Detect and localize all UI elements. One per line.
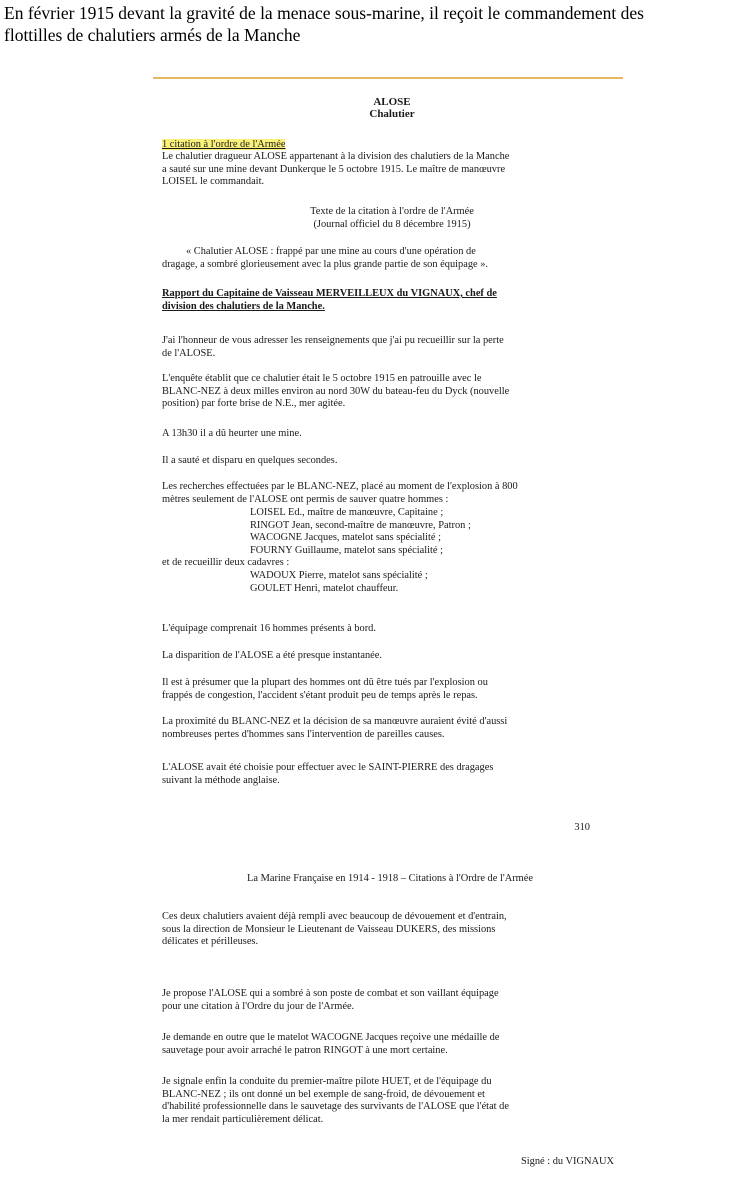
text-line: Il est à présumer que la plupart des hommes ont dû être tués par l'explosion ou	[162, 677, 488, 688]
running-header: La Marine Française en 1914 - 1918 – Citations à l'Ordre de l'Armée	[247, 873, 533, 884]
paragraph: A 13h30 il a dû heurter une mine.	[162, 428, 302, 439]
text-line: de l'ALOSE.	[162, 347, 216, 359]
text-line: Le chalutier dragueur ALOSE appartenant à la division des chalutiers de la Manche	[162, 151, 510, 162]
text-line: nombreuses pertes d'hommes sans l'intervention de pareilles causes.	[162, 728, 445, 740]
paragraph	[162, 988, 622, 1013]
text-line: sauvetage pour avoir arraché le patron RINGOT à une mort certaine.	[162, 1044, 448, 1056]
text-line: Je signale enfin la conduite du premier-maître pilote HUET, et de l'équipage du	[162, 1076, 492, 1087]
cadavres-intro: et de recueillir deux cadavres :	[162, 557, 290, 568]
paragraph	[162, 716, 622, 741]
text-line: Je propose l'ALOSE qui a sombré à son poste de combat et son vaillant équipage	[162, 988, 499, 999]
paragraph: La disparition de l'ALOSE a été presque instantanée.	[162, 650, 383, 661]
text-line: L'enquête établit que ce chalutier était le 5 octobre 1915 en patrouille avec le	[162, 373, 482, 384]
rapport-title	[162, 288, 622, 313]
text-line: Les recherches effectuées par le BLANC-NEZ, placé au moment de l'explosion à 800	[162, 481, 518, 492]
text-line: Je demande en outre que le matelot WACOGNE Jacques reçoive une médaille de	[162, 1032, 500, 1043]
citation-label-text: 1 citation à l'ordre de l'Armée	[162, 139, 286, 150]
journal-officiel: (Journal officiel du 8 décembre 1915)	[313, 219, 471, 230]
paragraph	[162, 335, 622, 360]
ship-title: ALOSE	[373, 96, 411, 108]
text-line: la mer rendait particulièrement délicat.	[162, 1113, 324, 1125]
texte-title-text: Texte de la citation à l'ordre de l'Armée	[310, 206, 474, 217]
text-line: « Chalutier ALOSE : frappé par une mine au cours d'une opération de	[186, 246, 476, 257]
text-line: LOISEL le commandait.	[162, 176, 265, 188]
texte-citation-title	[162, 206, 622, 219]
text-line: J'ai l'honneur de vous adresser les renseignements que j'ai pu recueillir sur la perte	[162, 335, 504, 346]
text-line: dragage, a sombré glorieusement avec la plus grande partie de son équipage ».	[162, 258, 489, 270]
paragraph	[162, 1032, 622, 1057]
list-item: FOURNY Guillaume, matelot sans spécialité ;	[250, 544, 443, 556]
text-line: Ces deux chalutiers avaient déjà rempli avec beaucoup de dévouement et d'entrain,	[162, 911, 507, 922]
text-line: L'ALOSE avait été choisie pour effectuer avec le SAINT-PIERRE des dragages	[162, 762, 494, 773]
text-line: division des chalutiers de la Manche.	[162, 300, 325, 312]
separator-rule	[153, 77, 623, 79]
text-line: La proximité du BLANC-NEZ et la décision de sa manœuvre auraient évité d'aussi	[162, 716, 508, 727]
text-line: BLANC-NEZ à deux milles environ au nord 30W du bateau-feu du Dyck (nouvelle	[162, 385, 510, 397]
paragraph: L'équipage comprenait 16 hommes présents à bord.	[162, 623, 376, 634]
citation-quote	[162, 246, 622, 271]
paragraph	[162, 677, 622, 702]
text-line: mètres seulement de l'ALOSE ont permis de sauver quatre hommes :	[162, 493, 449, 505]
paragraph	[162, 1076, 622, 1126]
page-number: 310	[574, 822, 590, 833]
text-line: sous la direction de Monsieur le Lieutenant de Vaisseau DUKERS, des missions	[162, 923, 496, 935]
signature: Signé : du VIGNAUX	[520, 1156, 614, 1167]
ship-type: Chalutier	[369, 108, 415, 120]
list-item: WADOUX Pierre, matelot sans spécialité ;	[250, 570, 428, 581]
paragraph: Il a sauté et disparu en quelques secondes.	[162, 455, 338, 466]
list-item: GOULET Henri, matelot chauffeur.	[250, 582, 399, 594]
list-item: LOISEL Ed., maître de manœuvre, Capitaine ;	[250, 507, 444, 518]
text-line: frappés de congestion, l'accident s'étant produit peu de temps après le repas.	[162, 689, 478, 701]
intro-text	[4, 2, 731, 46]
intro-line-1: En février 1915 devant la gravité de la menace sous-marine, il reçoit le commandement des	[4, 3, 644, 23]
text-line: d'habilité professionnelle dans le sauvetage des survivants de l'ALOSE que l'état de	[162, 1101, 509, 1113]
list-item: WACOGNE Jacques, matelot sans spécialité ;	[250, 532, 442, 544]
paragraph	[162, 481, 622, 506]
text-line: Rapport du Capitaine de Vaisseau MERVEILLEUX du VIGNAUX, chef de	[162, 288, 497, 299]
text-line: a sauté sur une mine devant Dunkerque le 5 octobre 1915. Le maître de manœuvre	[162, 163, 506, 175]
paragraph	[162, 373, 622, 411]
text-line: pour une citation à l'Ordre du jour de l'Armée.	[162, 1000, 355, 1012]
text-line: délicates et périlleuses.	[162, 936, 259, 948]
text-line: position) par forte brise de N.E., mer agitée.	[162, 398, 346, 410]
dead-list	[162, 570, 710, 595]
paragraph	[162, 762, 622, 787]
text-line: BLANC-NEZ ; ils ont donné un bel exemple de sang-froid, de dévouement et	[162, 1088, 485, 1100]
citation-label	[162, 139, 622, 152]
text-line: suivant la méthode anglaise.	[162, 774, 280, 786]
intro-line-2: flottilles de chalutiers armés de la Manche	[4, 25, 301, 45]
citation-text	[162, 151, 622, 189]
survivor-list	[162, 507, 710, 557]
paragraph	[162, 911, 622, 949]
list-item: RINGOT Jean, second-maître de manœuvre, Patron ;	[250, 519, 471, 531]
